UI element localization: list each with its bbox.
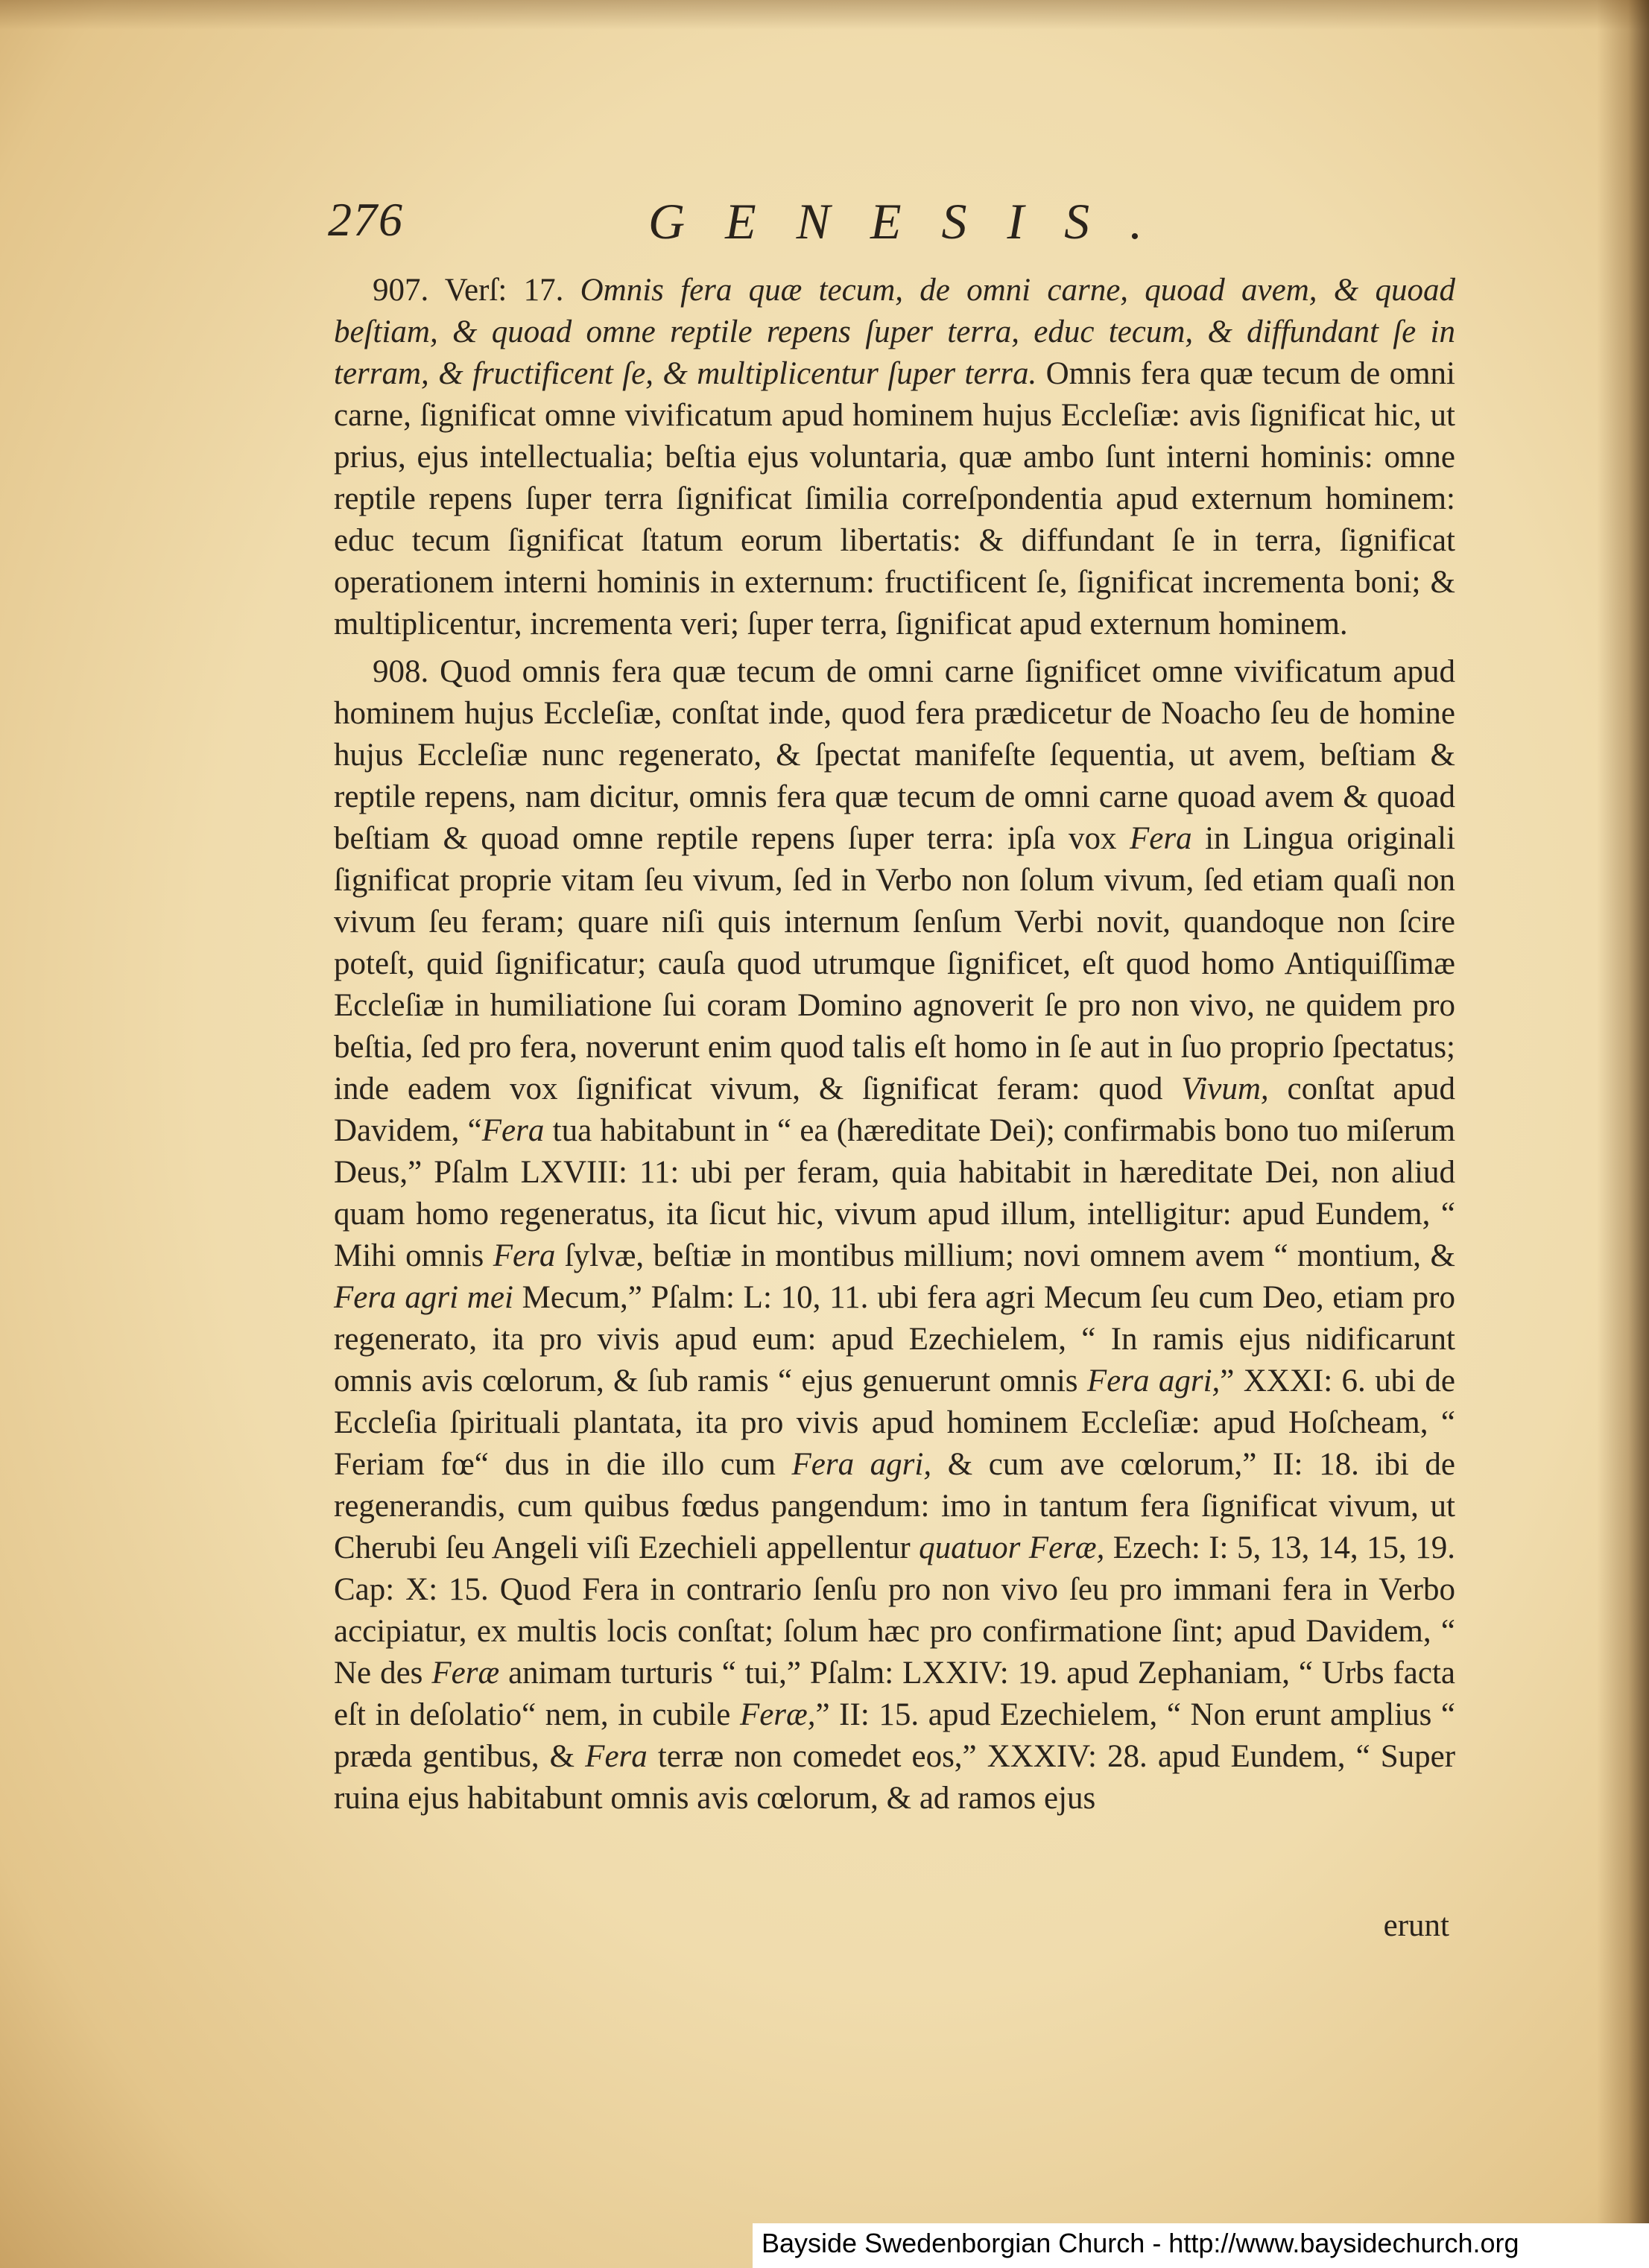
paragraph-body: Omnis fera quæ tecum de omni carne, ſignificat omne vivificatum apud hominem hujus Eccleſiæ: avis ſignificat hic, ut prius, ejus intellectualia; beſtia ejus voluntaria, quæ ambo ſunt interni hominis: omne reptile repens ſuper terra ſignificat ſimilia correſpondentia apud externum hominem: educ tecum ſignificat ſtatum eorum libertatis: & diffundant ſe in terra, ſignificat operationem interni hominis in externum: fructificent ſe, ſignificat incrementa boni; & multiplicentur, incrementa veri; ſuper terra, ſignificat apud externum hominem. [334, 356, 1455, 642]
verse-quote: Omnis fera quæ tecum, de omni carne, quoad avem, & quoad beſtiam, & quoad omne reptile repens ſuper terra, educ tecum, & diffundant ſe in terram, & fructificent ſe, & multiplicentur ſuper terra. [334, 273, 1455, 391]
paragraph-text: ſylvæ, beſtiæ in montibus millium; novi omnem avem “ montium, & [564, 1238, 1456, 1273]
paragraph-text: ” II: 15. apud Ezechielem, “ Non erunt amplius “ præda gentibus, & [334, 1697, 1456, 1774]
paragraph-907 [334, 270, 1455, 645]
italic-term: Feræ, [739, 1697, 816, 1732]
paragraph-text: Quod omnis fera quæ tecum de omni carne ſignificet omne vivificatum apud hominem hujus Eccleſiæ, conſtat inde, quod fera prædicetur de Noacho ſeu de homine hujus Eccleſiæ nunc regenerato, & ſpectat manifeſte ſequentia, ut avem, beſtiam & reptile repens, nam dicitur, omnis fera quæ tecum de omni carne quoad avem & quoad beſtiam & quoad omne reptile repens ſuper terra: ipſa vox [334, 654, 1456, 856]
footer-credit: Bayside Swedenborgian Church - http://www.baysidechurch.org [762, 2228, 1519, 2258]
italic-term: Vivum, [1181, 1071, 1269, 1106]
paragraph-text: in Lingua originali ſignificat proprie vitam ſeu vivum, ſed in Verbo non ſolum vivum, ſed etiam quaſi non vivum ſeu feram; quare niſi quis internum ſenſum Verbi novit, quandoque non ſcire poteſt, quid ſignificatur; cauſa quod utrumque ſignificet, eſt quod homo Antiquiſſimæ Eccleſiæ in humiliatione ſui coram Domino agnoverit ſe pro non vivo, ne quidem pro beſtia, ſed pro fera, noverunt enim quod talis eſt homo in ſe aut in ſuo proprio ſpectatus; inde eadem vox ſignificat vivum, & ſignificat feram: quod [334, 821, 1456, 1106]
italic-term: Fera [493, 1238, 556, 1273]
paragraph-number: 908. [373, 654, 429, 689]
page-shadow-top [0, 0, 1649, 30]
italic-term: Fera [585, 1739, 648, 1774]
italic-term: Fera agri mei [334, 1280, 513, 1315]
page-shadow-right [1597, 0, 1649, 2268]
paragraph-text: tua habitabunt in “ ea (hæreditate Dei); confirmabis bono tuo miſerum Deus,” Pſalm LXVIII: 11: ubi per feram, quia habitabit in hæreditate Dei, non aliud quam homo regeneratus, ita ſicut hic, vivum apud illum, intelligitur: apud Eundem, “ Mihi omnis [334, 1113, 1456, 1273]
page-number: 276 [328, 193, 404, 246]
italic-term: Fera [1130, 821, 1192, 856]
catchword: erunt [1383, 1908, 1449, 1943]
body-text [334, 270, 1455, 1819]
page-header [328, 192, 1460, 259]
italic-term: Fera agri, [791, 1447, 932, 1482]
paragraph-number: 907. [373, 273, 429, 308]
italic-term: Fera agri, [1086, 1363, 1221, 1399]
verse-reference: Verſ: 17. [444, 273, 564, 308]
paragraph-text: animam turturis “ tui,” Pſalm: LXXIV: 19. apud Zephaniam, “ Urbs facta eſt in deſolatio“ nem, in cubile [334, 1656, 1456, 1732]
running-title: GENESIS. [648, 193, 1183, 250]
italic-term: Feræ [431, 1656, 500, 1691]
paragraph-text: terræ non comedet eos,” XXXIV: 28. apud Eundem, “ Super ruina ejus habitabunt omnis avis cœlorum, & ad ramos ejus [334, 1739, 1456, 1816]
italic-term: Fera [481, 1113, 545, 1148]
paragraph-text: Mecum,” Pſalm: L: 10, 11. ubi fera agri Mecum ſeu cum Deo, etiam pro regenerato, ita pro vivis apud eum: apud Ezechielem, “ In ramis ejus nidificarunt omnis avis cœlorum, & ſub ramis “ ejus genuerunt omnis [334, 1280, 1455, 1399]
paragraph-text: & cum ave cœlorum,” II: 18. ibi de regenerandis, cum quibus fœdus pangendum: imo in tantum fera ſignificat vivum, ut Cherubi ſeu Angeli viſi Ezechieli appellentur [334, 1447, 1455, 1565]
paragraph-text: Ezech: I: 5, 13, 14, 15, 19. Cap: X: 15. Quod Fera in contrario ſenſu pro non vivo ſeu pro immani fera in Verbo accipiatur, ex multis locis conſtat; ſolum hæc pro confirmatione ſint; apud Davidem, “ Ne des [334, 1530, 1456, 1691]
paragraph-908 [334, 651, 1455, 1819]
paragraph-text: ” XXXI: 6. ubi de Eccleſia ſpirituali plantata, ita pro vivis apud hominem Eccleſiæ: apud Hoſcheam, “ Feriam fœ“ dus in die illo cum [334, 1363, 1455, 1482]
paragraph-text: conſtat apud Davidem, “ [334, 1071, 1456, 1148]
italic-term: quatuor Feræ, [919, 1530, 1105, 1565]
